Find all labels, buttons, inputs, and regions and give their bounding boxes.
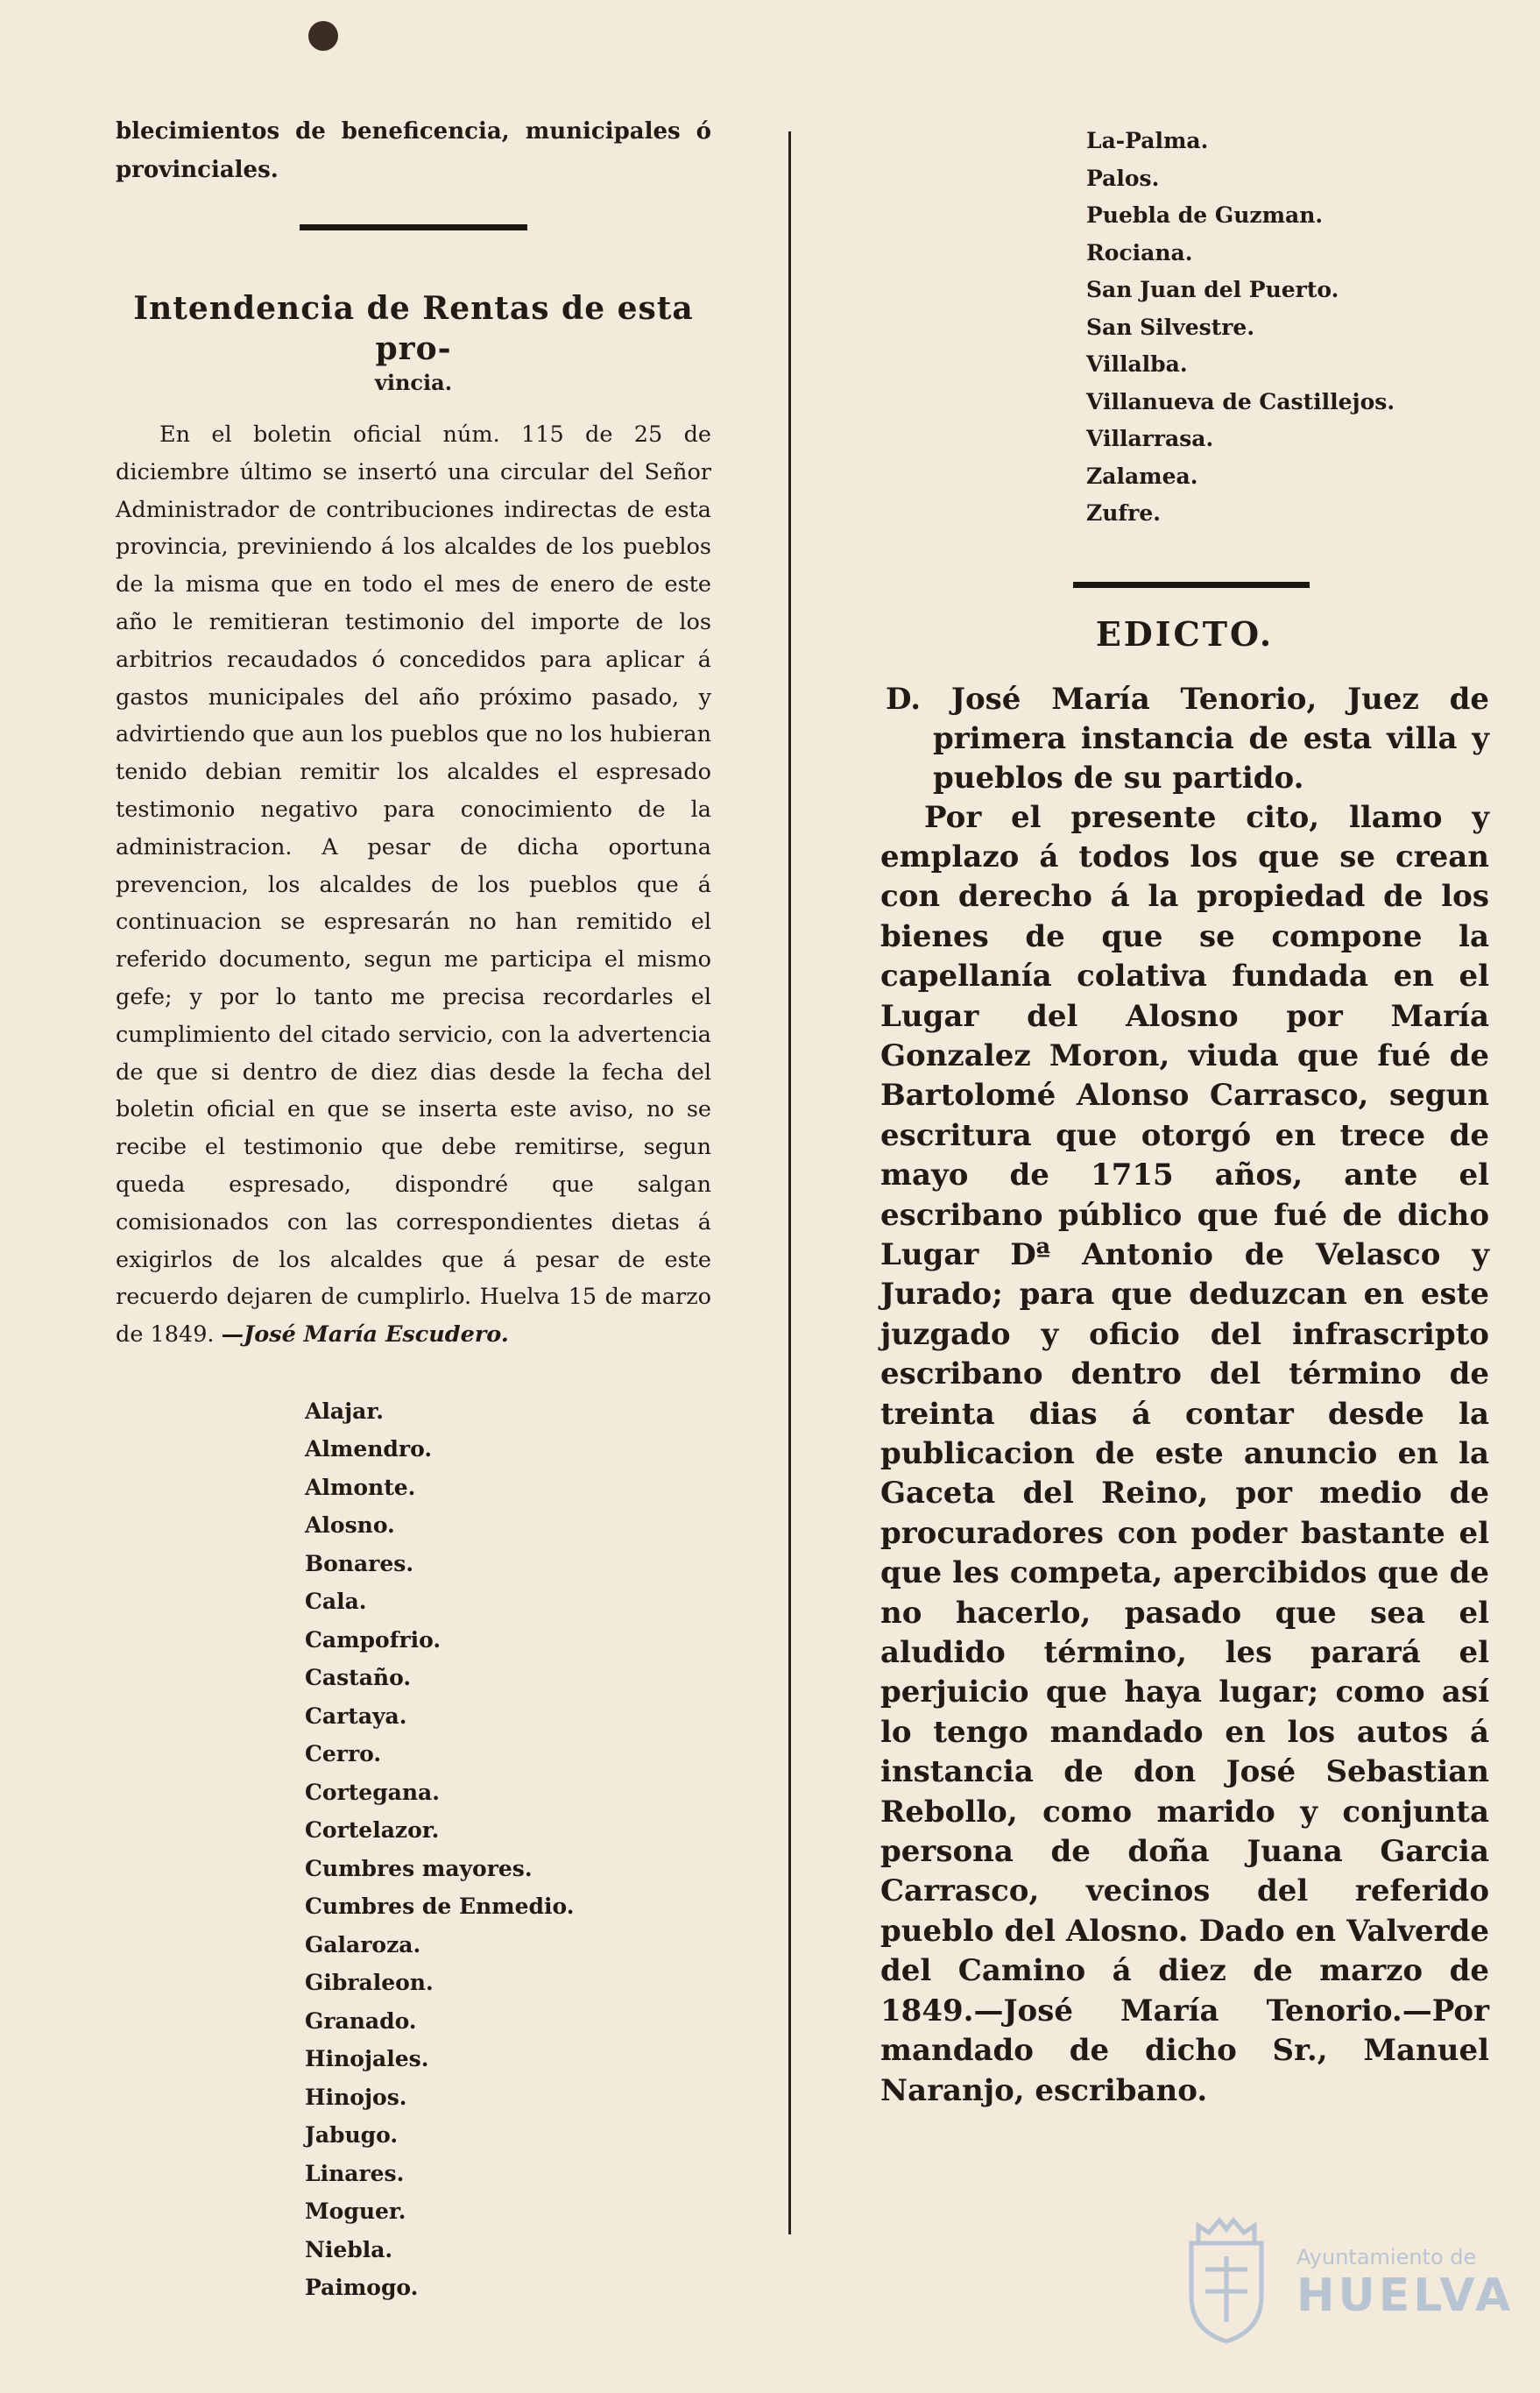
town-list-item: Alajar. bbox=[305, 1398, 384, 1424]
town-list-item: Alosno. bbox=[305, 1512, 395, 1539]
town-list-item: Linares. bbox=[305, 2160, 405, 2186]
town-list-item: Zufre. bbox=[1086, 500, 1161, 526]
town-list-item: Jabugo. bbox=[305, 2122, 399, 2149]
town-list-item: Villarrasa. bbox=[1086, 426, 1214, 451]
town-list-item: Puebla de Guzman. bbox=[1086, 202, 1324, 228]
town-list-item: Galaroza. bbox=[305, 1931, 421, 1958]
town-list-right bbox=[1086, 123, 1489, 533]
town-list-item: Cumbres mayores. bbox=[305, 1855, 533, 1881]
town-list-item: Cartaya. bbox=[305, 1703, 407, 1729]
circular-signature: —José María Escudero. bbox=[221, 1321, 509, 1349]
town-list-item: Palos. bbox=[1086, 165, 1160, 191]
town-list-item: Villanueva de Castillejos. bbox=[1086, 388, 1395, 414]
town-list-item: Campofrio. bbox=[305, 1626, 442, 1653]
town-list-left bbox=[305, 1392, 711, 2307]
right-column bbox=[880, 123, 1489, 2111]
town-list-item: Hinojales. bbox=[305, 2046, 429, 2072]
town-list-item: Zalamea. bbox=[1086, 463, 1198, 489]
edicto-heading: D. José María Tenorio, Juez de primera instancia de esta villa y pueblos de su partido. bbox=[886, 681, 1489, 796]
town-list-item: Niebla. bbox=[305, 2236, 393, 2262]
edicto-title: EDICTO. bbox=[1095, 613, 1275, 654]
town-list-item: Almonte. bbox=[305, 1474, 416, 1500]
town-list-item: Cortegana. bbox=[305, 1779, 440, 1805]
town-list-item: Moguer. bbox=[305, 2198, 406, 2225]
town-list-item: San Juan del Puerto. bbox=[1086, 277, 1339, 302]
watermark-line2: HUELVA bbox=[1296, 2269, 1515, 2322]
watermark-line1: Ayuntamiento de bbox=[1296, 2245, 1477, 2269]
circular-body bbox=[116, 416, 711, 1354]
section-rule bbox=[300, 224, 527, 230]
edicto-body: Por el presente cito, llamo y emplazo á todos los que se crean con derecho á la propiedad de los bienes de que se compone la capellanía colativa fundada en el Lugar del Alosno por María Gonzalez Moron, viuda que fué de Bartolomé Alonso Carrasco, segun escritura que otorgó en trece de mayo de 1715 años, ante el escribano público que fué de dicho Lugar Dª Antonio de Velasco y Jurado; para que deduzcan en este juzgado y oficio del infrascripto escribano dentro del término de treinta dias á contar desde la publicacion de este anuncio en la Gaceta del Reino, por medio de procuradores con poder bastante el que les competa, apercibidos que de no hacerlo, pasado que sea el aludido término, les parará el perjuicio que haya lugar; como así lo tengo mandado en los autos á instancia de don José Sebastian Rebollo, como marido y conjunta persona de doña Juana Garcia Carrasco, vecinos del referido pueblo del Alosno. Dado en Valverde del Camino á diez de marzo de 1849.—José María Tenorio.—Por mandado de dicho Sr., Manuel Naranjo, escribano. bbox=[880, 799, 1489, 2108]
edicto-rule bbox=[1073, 582, 1310, 588]
town-list-item: Gibraleon. bbox=[305, 1970, 434, 1996]
town-list-item: Almendro. bbox=[305, 1436, 433, 1462]
column-divider bbox=[788, 131, 791, 2234]
town-list-item: Rociana. bbox=[1086, 239, 1193, 265]
punch-hole bbox=[308, 21, 338, 51]
town-list-item: Cerro. bbox=[305, 1741, 382, 1767]
city-shield-icon bbox=[1174, 2208, 1279, 2348]
watermark bbox=[1174, 2208, 1515, 2383]
town-list-item: Cala. bbox=[305, 1589, 367, 1615]
town-list-item: Castaño. bbox=[305, 1665, 412, 1691]
town-list-item: Bonares. bbox=[305, 1550, 414, 1576]
town-list-item: Paimogo. bbox=[305, 2275, 419, 2301]
town-list-item: Cortelazor. bbox=[305, 1817, 440, 1844]
town-list-item: Cumbres de Enmedio. bbox=[305, 1894, 575, 1920]
continuation-text: blecimientos de beneficencia, municipales ó provinciales. bbox=[116, 118, 711, 183]
left-column bbox=[116, 112, 711, 2307]
section-title-continuation: vincia. bbox=[374, 370, 453, 395]
town-list-item: Villalba. bbox=[1086, 351, 1188, 377]
town-list-item: Hinojos. bbox=[305, 2084, 407, 2110]
section-title: Intendencia de Rentas de esta pro- bbox=[133, 290, 694, 367]
town-list-item: San Silvestre. bbox=[1086, 314, 1255, 340]
circular-text: En el boletin oficial núm. 115 de 25 de diciembre último se insertó una circular del Señor Administrador de contribuciones indirectas de esta provincia, previniendo á los alcaldes de los pueblos de la misma que en todo el mes de enero de este año le remitieran testimonio del importe de los arbitrios recaudados ó concedidos para aplicar á gastos municipales del año próximo pasado, y advirtiendo que aun los pueblos que no los hubieran tenido debian remitir los alcaldes el espresado testimonio negativo para conocimiento de la administracion. A pesar de dicha oportuna prevencion, los alcaldes de los pueblos que á continuacion se espresarán no han remitido el referido documento, segun me participa el mismo gefe; y por lo tanto me precisa recordarles el cumplimiento del citado servicio, con la advertencia de que si dentro de diez dias desde la fecha del boletin oficial en que se inserta este aviso, no se recibe el testimonio que debe remitirse, segun queda espresado, dispondré que salgan comisionados con las correspondientes dietas á exigirlos de los alcaldes que á pesar de este recuerdo dejaren de cumplirlo. Huelva 15 de marzo de 1849. bbox=[116, 421, 711, 1349]
town-list-item: La-Palma. bbox=[1086, 128, 1209, 153]
town-list-item: Granado. bbox=[305, 2007, 417, 2034]
